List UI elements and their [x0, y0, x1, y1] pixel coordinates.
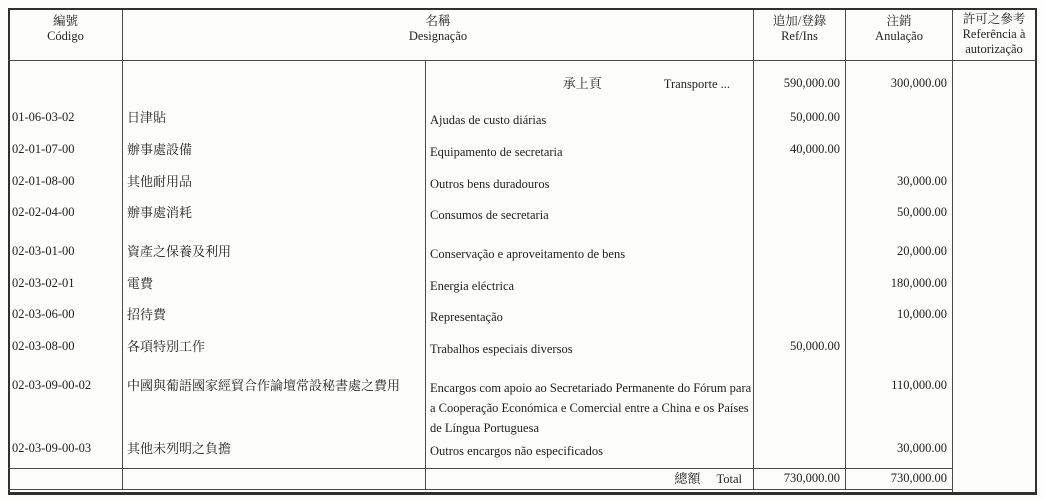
row-code: 02-01-08-00 — [12, 174, 75, 188]
col-header-designation-pt: Designação — [408, 29, 468, 43]
row-designation-pt: Trabalhos especiais diversos — [430, 342, 573, 356]
row-anulacao: 180,000.00 — [890, 276, 947, 290]
row-designation-zh: 辦事處消耗 — [127, 205, 193, 220]
col-divider-zh-pt — [425, 60, 426, 490]
row-anulacao: 10,000.00 — [897, 307, 947, 321]
row-code: 02-03-01-00 — [12, 244, 75, 258]
carry-forward-label-pt: Transporte ... — [663, 77, 730, 91]
row-designation-zh: 資產之保養及利用 — [127, 244, 232, 259]
row-designation-pt: Consumos de secretaria — [430, 208, 549, 222]
col-header-authorization — [953, 12, 1035, 57]
row-code: 02-03-08-00 — [12, 339, 75, 353]
col-header-refins-pt: Ref/Ins — [781, 29, 818, 43]
row-code: 02-01-07-00 — [12, 142, 75, 156]
row-designation-pt: Ajudas de custo diárias — [430, 113, 547, 127]
row-code: 02-03-09-00-03 — [12, 441, 92, 455]
total-row-top-line — [8, 468, 952, 469]
col-header-designation — [123, 14, 753, 44]
row-code: 02-03-09-00-02 — [12, 378, 92, 392]
row-designation-zh: 招待費 — [127, 307, 167, 322]
row-anulacao: 110,000.00 — [891, 378, 947, 392]
row-designation-zh: 電費 — [127, 276, 154, 291]
col-header-authorization-pt1: Referência à — [962, 27, 1026, 41]
row-ref-ins: 50,000.00 — [790, 110, 840, 124]
row-designation-pt: Representação — [430, 310, 503, 324]
carry-forward-anulacao: 300,000.00 — [890, 76, 947, 90]
total-row-bottom-line — [8, 489, 952, 490]
row-anulacao: 30,000.00 — [897, 441, 947, 455]
row-code: 02-02-04-00 — [12, 205, 75, 219]
row-anulacao: 30,000.00 — [897, 174, 947, 188]
total-label-pt: Total — [716, 472, 742, 486]
row-designation-zh: 中國與葡語國家經貿合作論壇常設秘書處之費用 — [127, 378, 401, 393]
col-divider-anulacao-auth — [952, 8, 953, 495]
col-header-code-pt: Código — [47, 29, 84, 43]
total-ref-ins: 730,000.00 — [783, 471, 840, 485]
row-designation-zh: 其他耐用品 — [127, 174, 193, 189]
carry-forward-label-zh: 承上頁 — [562, 76, 602, 91]
row-designation-pt: Equipamento de secretaria — [430, 145, 563, 159]
row-anulacao: 20,000.00 — [897, 244, 947, 258]
header-bottom-line — [8, 60, 1037, 61]
total-anulacao: 730,000.00 — [890, 471, 947, 485]
row-code: 01-06-03-02 — [12, 110, 75, 124]
total-label — [430, 471, 748, 487]
row-designation-zh: 辦事處設備 — [127, 142, 193, 157]
carry-forward-label — [430, 76, 748, 92]
row-designation-pt: Outros encargos não especificados — [430, 444, 603, 458]
table-border-bottom — [8, 492, 1037, 495]
table-border-right — [1035, 8, 1037, 495]
row-ref-ins: 40,000.00 — [790, 142, 840, 156]
col-header-code-zh: 編號 — [52, 14, 78, 28]
col-divider-code — [122, 8, 123, 490]
table-border-top — [8, 8, 1037, 10]
col-header-anulacao-pt: Anulação — [875, 29, 923, 43]
row-designation-zh: 其他未列明之負擔 — [127, 441, 232, 456]
table-border-left — [8, 8, 10, 495]
col-header-refins — [754, 14, 845, 44]
col-header-code — [9, 14, 122, 44]
row-designation-pt: Outros bens duradouros — [430, 177, 550, 191]
col-header-refins-zh: 追加/登錄 — [772, 14, 827, 28]
row-designation-zh: 各項特別工作 — [127, 339, 206, 354]
carry-forward-ref-ins: 590,000.00 — [783, 76, 840, 90]
total-label-zh: 總額 — [674, 471, 701, 486]
col-header-designation-zh: 名稱 — [425, 14, 451, 28]
row-designation-pt: Conservação e aproveitamento de bens — [430, 247, 626, 261]
col-header-authorization-zh: 許可之參考 — [962, 12, 1026, 26]
row-ref-ins: 50,000.00 — [790, 339, 840, 353]
row-designation-pt: Encargos com apoio ao Secretariado Permanente do Fórum para a Cooperação Económica e Comercial entre a China e os Países de Língua Portuguesa — [430, 381, 752, 435]
row-code: 02-03-02-01 — [12, 276, 75, 290]
col-header-anulacao — [846, 14, 952, 44]
row-anulacao: 50,000.00 — [897, 205, 947, 219]
row-designation-zh: 日津貼 — [127, 110, 167, 125]
col-header-authorization-pt2: autorização — [965, 42, 1023, 56]
col-header-anulacao-zh: 注銷 — [886, 14, 912, 28]
row-code: 02-03-06-00 — [12, 307, 75, 321]
row-designation-pt: Energia eléctrica — [430, 279, 515, 293]
